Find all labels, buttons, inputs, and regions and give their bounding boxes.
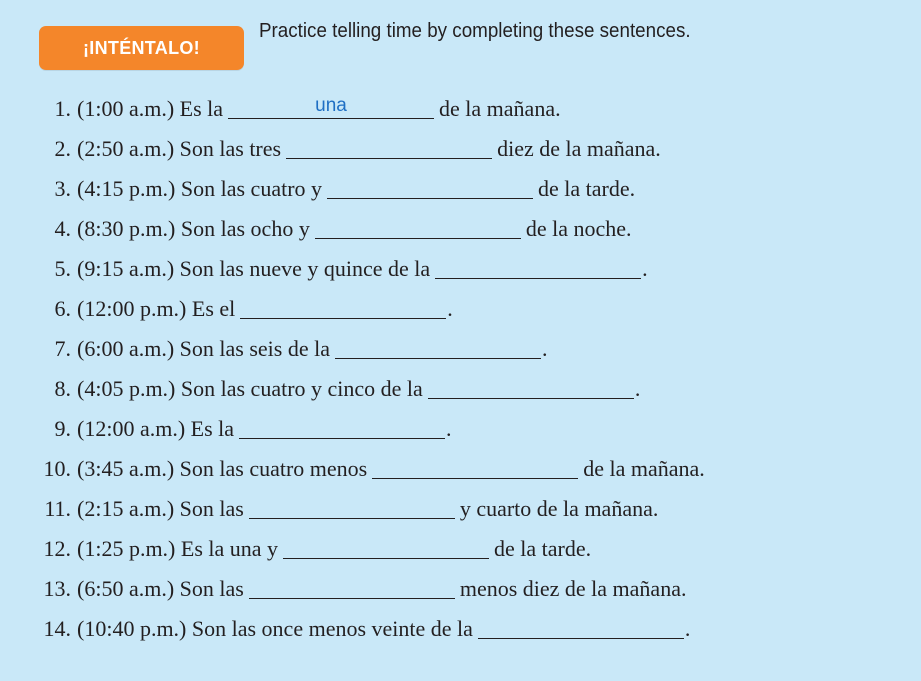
item-number: 6. — [54, 296, 71, 321]
answer-blank[interactable] — [240, 296, 446, 319]
sentence-prefix: (6:50 a.m.) Son las — [77, 576, 244, 601]
sentence-item — [0, 89, 921, 129]
sentence-suffix: . — [447, 296, 453, 321]
sentence-suffix: de la noche. — [525, 216, 632, 241]
item-number: 11. — [44, 496, 71, 521]
sentence-item — [0, 209, 921, 249]
answer-blank[interactable] — [372, 456, 578, 479]
item-number: 7. — [54, 336, 71, 361]
answer-blank[interactable] — [315, 216, 521, 239]
item-number: 1. — [54, 96, 71, 121]
item-number: 10. — [43, 456, 71, 481]
sentence-suffix: de la mañana. — [583, 456, 705, 481]
sentence-suffix: . — [642, 256, 648, 281]
answer-blank[interactable] — [286, 136, 492, 159]
item-number: 12. — [43, 536, 71, 561]
sentence-item — [0, 449, 921, 489]
answer-blank[interactable] — [435, 256, 641, 279]
item-number: 3. — [54, 176, 71, 201]
instructions-text: Practice telling time by completing these sentences. — [259, 20, 691, 42]
sentence-item — [0, 169, 921, 209]
sentence-item — [0, 609, 921, 649]
sentence-prefix: (12:00 p.m.) Es el — [77, 296, 236, 321]
sentence-suffix: menos diez de la mañana. — [459, 576, 687, 601]
sentence-prefix: (10:40 p.m.) Son las once menos veinte de la — [77, 616, 473, 641]
sentence-item — [0, 529, 921, 569]
sentence-item — [0, 409, 921, 449]
sentence-prefix: (1:00 a.m.) Es la — [77, 96, 224, 121]
answer-blank[interactable] — [228, 96, 434, 119]
answer-blank[interactable] — [335, 336, 541, 359]
sentence-prefix: (6:00 a.m.) Son las seis de la — [77, 336, 330, 361]
item-number: 5. — [54, 256, 71, 281]
intentalo-badge: ¡INTÉNTALO! — [39, 26, 244, 70]
item-number: 8. — [54, 376, 71, 401]
item-number: 4. — [54, 216, 71, 241]
sentence-prefix: (2:50 a.m.) Son las tres — [77, 136, 282, 161]
sentence-item — [0, 249, 921, 289]
answer-blank[interactable] — [478, 616, 684, 639]
answer-blank[interactable] — [283, 536, 489, 559]
sentence-item — [0, 289, 921, 329]
answer-blank[interactable] — [239, 416, 445, 439]
sentence-suffix: . — [684, 616, 691, 641]
sentence-prefix: (12:00 a.m.) Es la — [77, 416, 235, 441]
sentence-suffix: de la tarde. — [538, 176, 636, 201]
sentence-prefix: (9:15 a.m.) Son las nueve y quince de la — [77, 256, 431, 281]
sentence-suffix: . — [541, 336, 548, 361]
sentence-item — [0, 569, 921, 609]
answer-blank[interactable] — [428, 376, 634, 399]
sentence-suffix: y cuarto de la mañana. — [459, 496, 659, 521]
sentence-prefix: (4:05 p.m.) Son las cuatro y cinco de la — [77, 376, 423, 401]
sentence-suffix: diez de la mañana. — [497, 136, 661, 161]
sentence-item — [0, 489, 921, 529]
sentence-item — [0, 329, 921, 369]
answer-text: una — [315, 95, 347, 116]
answer-blank[interactable] — [249, 576, 455, 599]
sentence-suffix: de la tarde. — [494, 536, 592, 561]
item-number: 13. — [43, 576, 71, 601]
item-number: 9. — [54, 416, 71, 441]
sentence-prefix: (8:30 p.m.) Son las ocho y — [77, 216, 310, 241]
sentence-suffix: . — [634, 376, 641, 401]
sentence-item — [0, 129, 921, 169]
sentence-prefix: (3:45 a.m.) Son las cuatro menos — [77, 456, 368, 481]
sentence-suffix: . — [446, 416, 452, 441]
sentence-prefix: (2:15 a.m.) Son las — [77, 496, 244, 521]
sentence-prefix: (1:25 p.m.) Es la una y — [77, 536, 279, 561]
answer-blank[interactable] — [249, 496, 455, 519]
sentence-suffix: de la mañana. — [439, 96, 561, 121]
item-number: 2. — [54, 136, 71, 161]
answer-blank[interactable] — [327, 176, 533, 199]
item-number: 14. — [43, 616, 71, 641]
sentence-item — [0, 369, 921, 409]
sentence-prefix: (4:15 p.m.) Son las cuatro y — [77, 176, 323, 201]
